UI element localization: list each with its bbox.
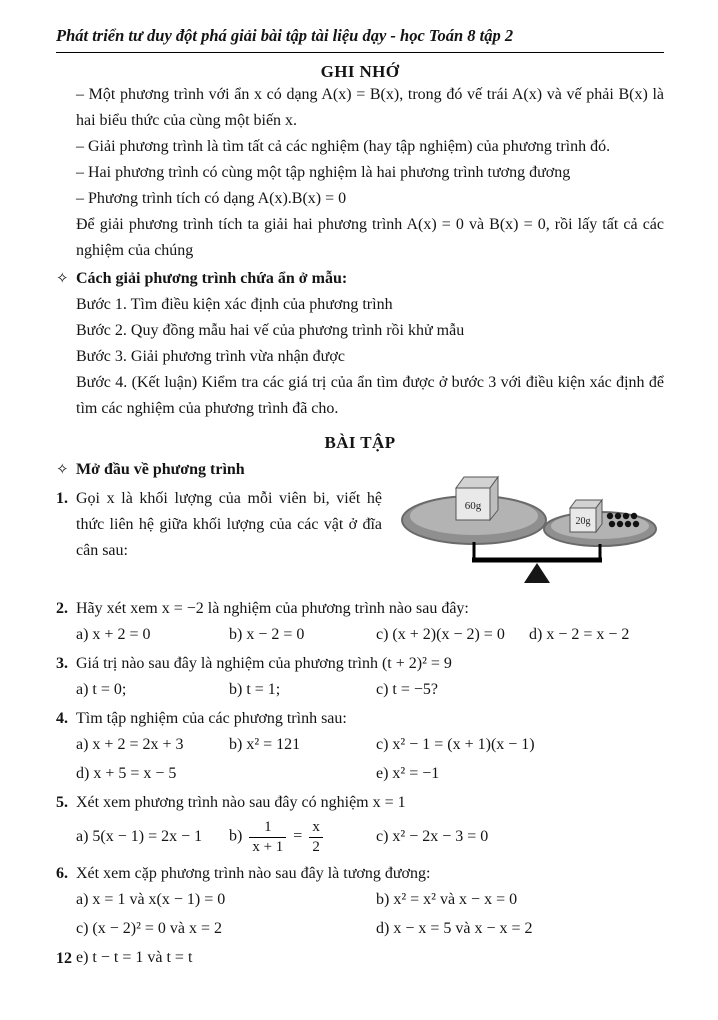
memo-title: GHI NHỚ — [320, 62, 400, 81]
option-c: c) x² − 1 = (x + 1)(x − 1) — [376, 736, 535, 753]
method-step: Bước 3. Giải phương trình vừa nhận được — [76, 348, 345, 365]
problem-text: Xét xem cặp phương trình nào sau đây là tương đương: — [76, 865, 431, 882]
problem-6-options-row1 — [76, 887, 664, 913]
fraction-left — [249, 819, 286, 855]
problem-number: 3. — [56, 655, 68, 672]
problem-number: 5. — [56, 794, 68, 811]
method-step: Bước 2. Quy đồng mẫu hai vế của phương trình rồi khử mẫu — [76, 322, 465, 339]
balance-scale-illustration — [392, 470, 664, 593]
option-d: d) x + 5 = x − 5 — [76, 765, 177, 782]
section-title: Mở đầu về phương trình — [76, 461, 245, 478]
exercises-title: BÀI TẬP — [324, 433, 396, 452]
problem-6-options-row3 — [76, 945, 664, 971]
right-weight-label: 20g — [575, 516, 591, 527]
problem-4-options-row1 — [76, 732, 664, 758]
problem-number: 4. — [56, 710, 68, 727]
problem-6 — [56, 861, 664, 887]
left-weight-label: 60g — [464, 500, 482, 512]
option-c: c) x² − 2x − 3 = 0 — [376, 828, 489, 845]
option-a: a) t = 0; — [76, 681, 127, 698]
problem-text: Xét xem phương trình nào sau đây có nghiệm x = 1 — [76, 794, 406, 811]
problem-5 — [56, 790, 664, 816]
option-b: b) x² = x² và x − x = 0 — [376, 891, 518, 908]
option-b: b) x − 2 = 0 — [229, 626, 305, 643]
fraction-numerator: x — [309, 819, 323, 838]
option-d: d) x − 2 = x − 2 — [529, 626, 630, 643]
fulcrum-triangle — [524, 563, 550, 583]
option-a: a) x = 1 và x(x − 1) = 0 — [76, 891, 226, 908]
problem-5-options — [76, 816, 664, 858]
fraction-denominator: x + 1 — [252, 838, 284, 855]
diamond-icon: ✧ — [56, 462, 69, 478]
option-b-prefix: b) — [229, 827, 243, 845]
fraction-denominator: 2 — [312, 838, 320, 855]
problem-6-options-row2 — [76, 916, 664, 942]
fraction-numerator: 1 — [249, 819, 286, 838]
problem-4 — [56, 706, 664, 732]
problem-3-options — [76, 677, 664, 703]
problem-2-options — [76, 622, 664, 648]
equals-sign: = — [293, 827, 303, 845]
option-c: c) t = −5? — [376, 681, 439, 698]
problem-3 — [56, 651, 664, 677]
diamond-icon: ✧ — [56, 271, 69, 287]
memo-bullet: – Phương trình tích có dạng A(x).B(x) = 0 — [76, 190, 347, 207]
memo-bullet: Để giải phương trình tích ta giải hai phương trình A(x) = 0 và B(x) = 0, rồi lấy tất cả các nghiệm của chúng — [76, 216, 664, 259]
memo-bullet: – Một phương trình với ẩn x có dạng A(x) = B(x), trong đó vế trái A(x) và vế phải B(x) là hai biểu thức của cùng một biến x. — [76, 86, 664, 129]
problem-text: Giá trị nào sau đây là nghiệm của phương trình (t + 2)² = 9 — [76, 655, 452, 672]
memo-bullet: – Hai phương trình có cùng một tập nghiệm là hai phương trình tương đương — [76, 164, 571, 181]
option-d: d) x − x = 5 và x − x = 2 — [376, 920, 533, 937]
method-heading — [56, 266, 664, 292]
problem-1 — [56, 486, 664, 593]
problem-4-options-row2 — [76, 761, 664, 787]
problem-text: Hãy xét xem x = −2 là nghiệm của phương trình nào sau đây: — [76, 600, 469, 617]
problem-2 — [56, 596, 664, 622]
problem-text: Tìm tập nghiệm của các phương trình sau: — [76, 710, 347, 727]
option-e: e) t − t = 1 và t = t — [76, 949, 193, 966]
option-b: b) x² = 121 — [229, 736, 301, 753]
balance-scale-svg — [392, 470, 664, 584]
method-title: Cách giải phương trình chứa ẩn ở mẫu: — [76, 270, 348, 287]
option-c: c) (x + 2)(x − 2) = 0 — [376, 626, 505, 643]
option-a: a) x + 2 = 2x + 3 — [76, 736, 184, 753]
fraction-right — [309, 819, 323, 855]
problem-number: 1. — [56, 490, 68, 507]
problem-number: 6. — [56, 865, 68, 882]
option-b: b) t = 1; — [229, 681, 281, 698]
option-a: a) x + 2 = 0 — [76, 626, 151, 643]
memo-bullet: – Giải phương trình là tìm tất cả các nghiệm (hay tập nghiệm) của phương trình đó. — [76, 138, 611, 155]
option-e: e) x² = −1 — [376, 765, 440, 782]
option-b — [229, 819, 376, 855]
page-number: 12 — [56, 950, 72, 967]
option-a: a) 5(x − 1) = 2x − 1 — [76, 828, 203, 845]
running-header: Phát triển tư duy đột phá giải bài tập tài liệu dạy - học Toán 8 tập 2 — [56, 26, 664, 53]
problem-text: Gọi x là khối lượng của mỗi viên bi, viết hệ thức liên hệ giữa khối lượng của các vật ở đĩa cân sau: — [76, 490, 382, 559]
option-c: c) (x − 2)² = 0 và x = 2 — [76, 920, 223, 937]
method-step: Bước 4. (Kết luận) Kiểm tra các giá trị của ẩn tìm được ở bước 3 với điều kiện xác định để tìm các nghiệm của phương trình đã cho. — [76, 374, 664, 417]
method-step: Bước 1. Tìm điều kiện xác định của phương trình — [76, 296, 393, 313]
problem-number: 2. — [56, 600, 68, 617]
